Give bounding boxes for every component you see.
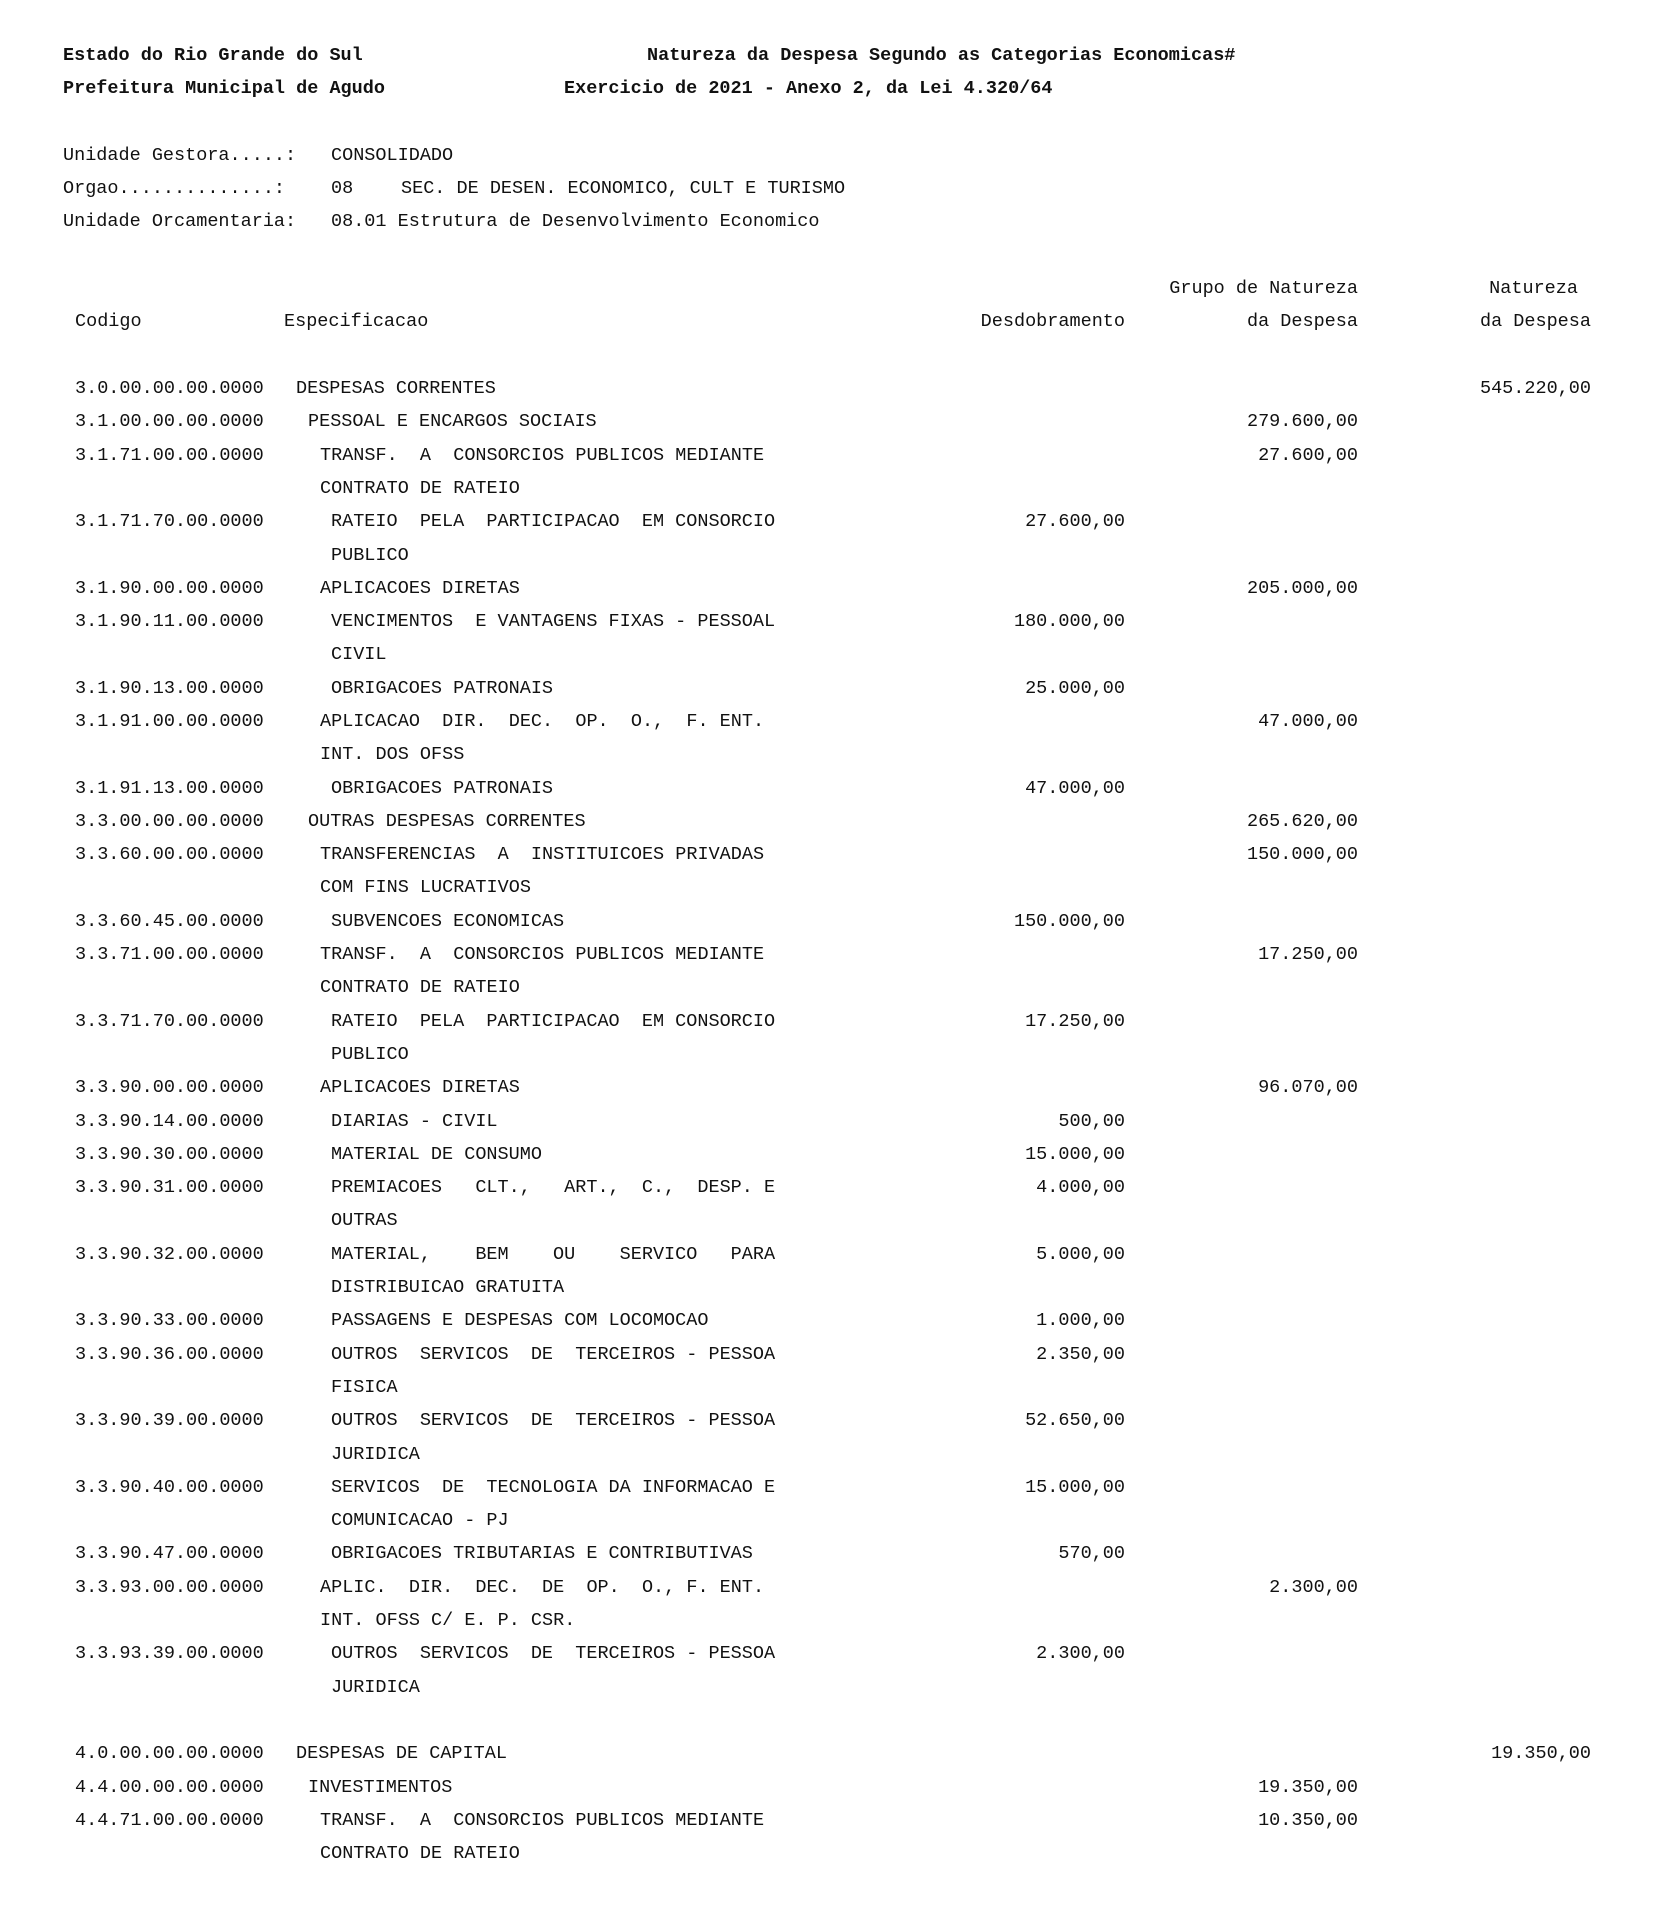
row-desdobramento: 570,00: [1058, 1543, 1125, 1564]
report-subtitle: Exercicio de 2021 - Anexo 2, da Lei 4.320/64: [564, 78, 1053, 99]
row-specification: OUTRAS: [331, 1210, 398, 1231]
row-specification: APLICACOES DIRETAS: [320, 1077, 520, 1098]
row-grupo-natureza: 27.600,00: [1258, 445, 1358, 466]
report-title: Natureza da Despesa Segundo as Categorias Economicas#: [647, 45, 1236, 66]
row-desdobramento: 52.650,00: [1025, 1410, 1125, 1431]
header-state: Estado do Rio Grande do Sul: [63, 45, 363, 66]
row-specification: RATEIO PELA PARTICIPACAO EM CONSORCIO: [331, 1011, 776, 1032]
row-grupo-natureza: 279.600,00: [1246, 411, 1358, 432]
row-grupo-natureza: 10.350,00: [1258, 1810, 1358, 1831]
row-specification: TRANSF. A CONSORCIOS PUBLICOS MEDIANTE: [320, 1810, 765, 1831]
row-specification: PASSAGENS E DESPESAS COM LOCOMOCAO: [331, 1310, 709, 1331]
row-code: 3.1.71.70.00.0000: [75, 511, 264, 532]
row-specification: PESSOAL E ENCARGOS SOCIAIS: [308, 411, 597, 432]
row-desdobramento: 15.000,00: [1025, 1477, 1125, 1498]
row-code: 3.3.00.00.00.0000: [75, 811, 264, 832]
header-municipality: Prefeitura Municipal de Agudo: [63, 78, 385, 99]
row-code: 4.0.00.00.00.0000: [75, 1743, 264, 1764]
row-specification: DIARIAS - CIVIL: [331, 1111, 498, 1132]
row-grupo-natureza: 2.300,00: [1269, 1577, 1358, 1598]
row-desdobramento: 4.000,00: [1036, 1177, 1125, 1198]
row-specification: TRANSF. A CONSORCIOS PUBLICOS MEDIANTE: [320, 944, 765, 965]
row-grupo-natureza: 19.350,00: [1258, 1777, 1358, 1798]
row-grupo-natureza: 205.000,00: [1246, 578, 1358, 599]
row-specification: OUTROS SERVICOS DE TERCEIROS - PESSOA: [331, 1410, 776, 1431]
row-desdobramento: 2.350,00: [1036, 1344, 1125, 1365]
row-specification: COM FINS LUCRATIVOS: [320, 877, 531, 898]
row-code: 3.1.90.11.00.0000: [75, 611, 264, 632]
row-code: 3.3.90.30.00.0000: [75, 1144, 264, 1165]
row-specification: OUTROS SERVICOS DE TERCEIROS - PESSOA: [331, 1643, 776, 1664]
row-specification: OBRIGACOES PATRONAIS: [331, 778, 554, 799]
row-code: 3.1.90.00.00.0000: [75, 578, 264, 599]
row-grupo-natureza: 96.070,00: [1258, 1077, 1358, 1098]
row-desdobramento: 47.000,00: [1025, 778, 1125, 799]
row-specification: SERVICOS DE TECNOLOGIA DA INFORMACAO E: [331, 1477, 776, 1498]
row-specification: DESPESAS DE CAPITAL: [296, 1743, 507, 1764]
row-code: 3.1.91.13.00.0000: [75, 778, 264, 799]
unidade-orcamentaria-value: 08.01 Estrutura de Desenvolvimento Economico: [331, 211, 820, 232]
row-code: 3.3.90.47.00.0000: [75, 1543, 264, 1564]
row-code: 3.3.90.32.00.0000: [75, 1244, 264, 1265]
row-grupo-natureza: 17.250,00: [1258, 944, 1358, 965]
row-specification: DESPESAS CORRENTES: [296, 378, 496, 399]
col-natureza-line1: Natureza: [1489, 278, 1578, 299]
row-specification: PREMIACOES CLT., ART., C., DESP. E: [331, 1177, 776, 1198]
row-code: 3.3.90.00.00.0000: [75, 1077, 264, 1098]
row-desdobramento: 500,00: [1058, 1111, 1125, 1132]
unidade-gestora-label: Unidade Gestora.....:: [63, 145, 297, 166]
col-especificacao: Especificacao: [284, 311, 429, 332]
row-specification: SUBVENCOES ECONOMICAS: [331, 911, 565, 932]
row-specification: APLICACOES DIRETAS: [320, 578, 520, 599]
row-code: 3.3.90.31.00.0000: [75, 1177, 264, 1198]
row-grupo-natureza: 47.000,00: [1258, 711, 1358, 732]
row-desdobramento: 2.300,00: [1036, 1643, 1125, 1664]
row-specification: OUTRAS DESPESAS CORRENTES: [308, 811, 586, 832]
row-code: 3.3.93.39.00.0000: [75, 1643, 264, 1664]
row-specification: OBRIGACOES TRIBUTARIAS E CONTRIBUTIVAS: [331, 1543, 753, 1564]
row-specification: CONTRATO DE RATEIO: [320, 977, 520, 998]
row-desdobramento: 1.000,00: [1036, 1310, 1125, 1331]
row-specification: PUBLICO: [331, 545, 409, 566]
row-specification: FISICA: [331, 1377, 398, 1398]
row-code: 3.3.90.40.00.0000: [75, 1477, 264, 1498]
row-specification: DISTRIBUICAO GRATUITA: [331, 1277, 565, 1298]
row-code: 3.3.90.36.00.0000: [75, 1344, 264, 1365]
row-desdobramento: 5.000,00: [1036, 1244, 1125, 1265]
row-code: 3.3.71.00.00.0000: [75, 944, 264, 965]
unidade-gestora-value: CONSOLIDADO: [331, 145, 454, 166]
orgao-label: Orgao..............:: [63, 178, 286, 199]
row-specification: CIVIL: [331, 644, 387, 665]
unidade-orcamentaria-label: Unidade Orcamentaria:: [63, 211, 297, 232]
row-specification: OBRIGACOES PATRONAIS: [331, 678, 554, 699]
row-code: 3.3.60.45.00.0000: [75, 911, 264, 932]
row-specification: INVESTIMENTOS: [308, 1777, 453, 1798]
row-code: 3.3.60.00.00.0000: [75, 844, 264, 865]
row-natureza: 19.350,00: [1491, 1743, 1591, 1764]
row-specification: INT. DOS OFSS: [320, 744, 465, 765]
row-specification: COMUNICACAO - PJ: [331, 1510, 509, 1531]
row-desdobramento: 17.250,00: [1025, 1011, 1125, 1032]
row-code: 3.3.90.39.00.0000: [75, 1410, 264, 1431]
row-specification: OUTROS SERVICOS DE TERCEIROS - PESSOA: [331, 1344, 776, 1365]
col-grupo-line2: da Despesa: [1246, 311, 1358, 332]
col-desdobramento: Desdobramento: [980, 311, 1125, 332]
row-specification: MATERIAL DE CONSUMO: [331, 1144, 542, 1165]
row-specification: TRANSFERENCIAS A INSTITUICOES PRIVADAS: [320, 844, 765, 865]
orgao-name: SEC. DE DESEN. ECONOMICO, CULT E TURISMO: [401, 178, 846, 199]
row-specification: INT. OFSS C/ E. P. CSR.: [320, 1610, 576, 1631]
row-code: 3.3.90.33.00.0000: [75, 1310, 264, 1331]
col-natureza-line2: da Despesa: [1479, 311, 1591, 332]
col-grupo-line1: Grupo de Natureza: [1169, 278, 1358, 299]
row-desdobramento: 15.000,00: [1025, 1144, 1125, 1165]
row-code: 3.1.00.00.00.0000: [75, 411, 264, 432]
row-specification: RATEIO PELA PARTICIPACAO EM CONSORCIO: [331, 511, 776, 532]
row-desdobramento: 150.000,00: [1013, 911, 1125, 932]
row-specification: APLICACAO DIR. DEC. OP. O., F. ENT.: [320, 711, 765, 732]
row-specification: APLIC. DIR. DEC. DE OP. O., F. ENT.: [320, 1577, 765, 1598]
row-grupo-natureza: 150.000,00: [1246, 844, 1358, 865]
row-code: 3.0.00.00.00.0000: [75, 378, 264, 399]
row-code: 3.3.93.00.00.0000: [75, 1577, 264, 1598]
row-code: 3.1.91.00.00.0000: [75, 711, 264, 732]
row-specification: JURIDICA: [331, 1677, 420, 1698]
row-specification: CONTRATO DE RATEIO: [320, 478, 520, 499]
row-specification: MATERIAL, BEM OU SERVICO PARA: [331, 1244, 776, 1265]
row-specification: JURIDICA: [331, 1444, 420, 1465]
row-desdobramento: 27.600,00: [1025, 511, 1125, 532]
row-grupo-natureza: 265.620,00: [1246, 811, 1358, 832]
row-code: 3.3.90.14.00.0000: [75, 1111, 264, 1132]
orgao-code: 08: [331, 178, 354, 199]
row-desdobramento: 25.000,00: [1025, 678, 1125, 699]
row-specification: PUBLICO: [331, 1044, 409, 1065]
row-natureza: 545.220,00: [1479, 378, 1591, 399]
col-codigo: Codigo: [75, 311, 142, 332]
row-specification: VENCIMENTOS E VANTAGENS FIXAS - PESSOAL: [331, 611, 776, 632]
row-specification: CONTRATO DE RATEIO: [320, 1843, 520, 1864]
row-specification: TRANSF. A CONSORCIOS PUBLICOS MEDIANTE: [320, 445, 765, 466]
row-code: 3.1.71.00.00.0000: [75, 445, 264, 466]
row-code: 4.4.00.00.00.0000: [75, 1777, 264, 1798]
row-code: 4.4.71.00.00.0000: [75, 1810, 264, 1831]
row-code: 3.1.90.13.00.0000: [75, 678, 264, 699]
row-desdobramento: 180.000,00: [1013, 611, 1125, 632]
row-code: 3.3.71.70.00.0000: [75, 1011, 264, 1032]
